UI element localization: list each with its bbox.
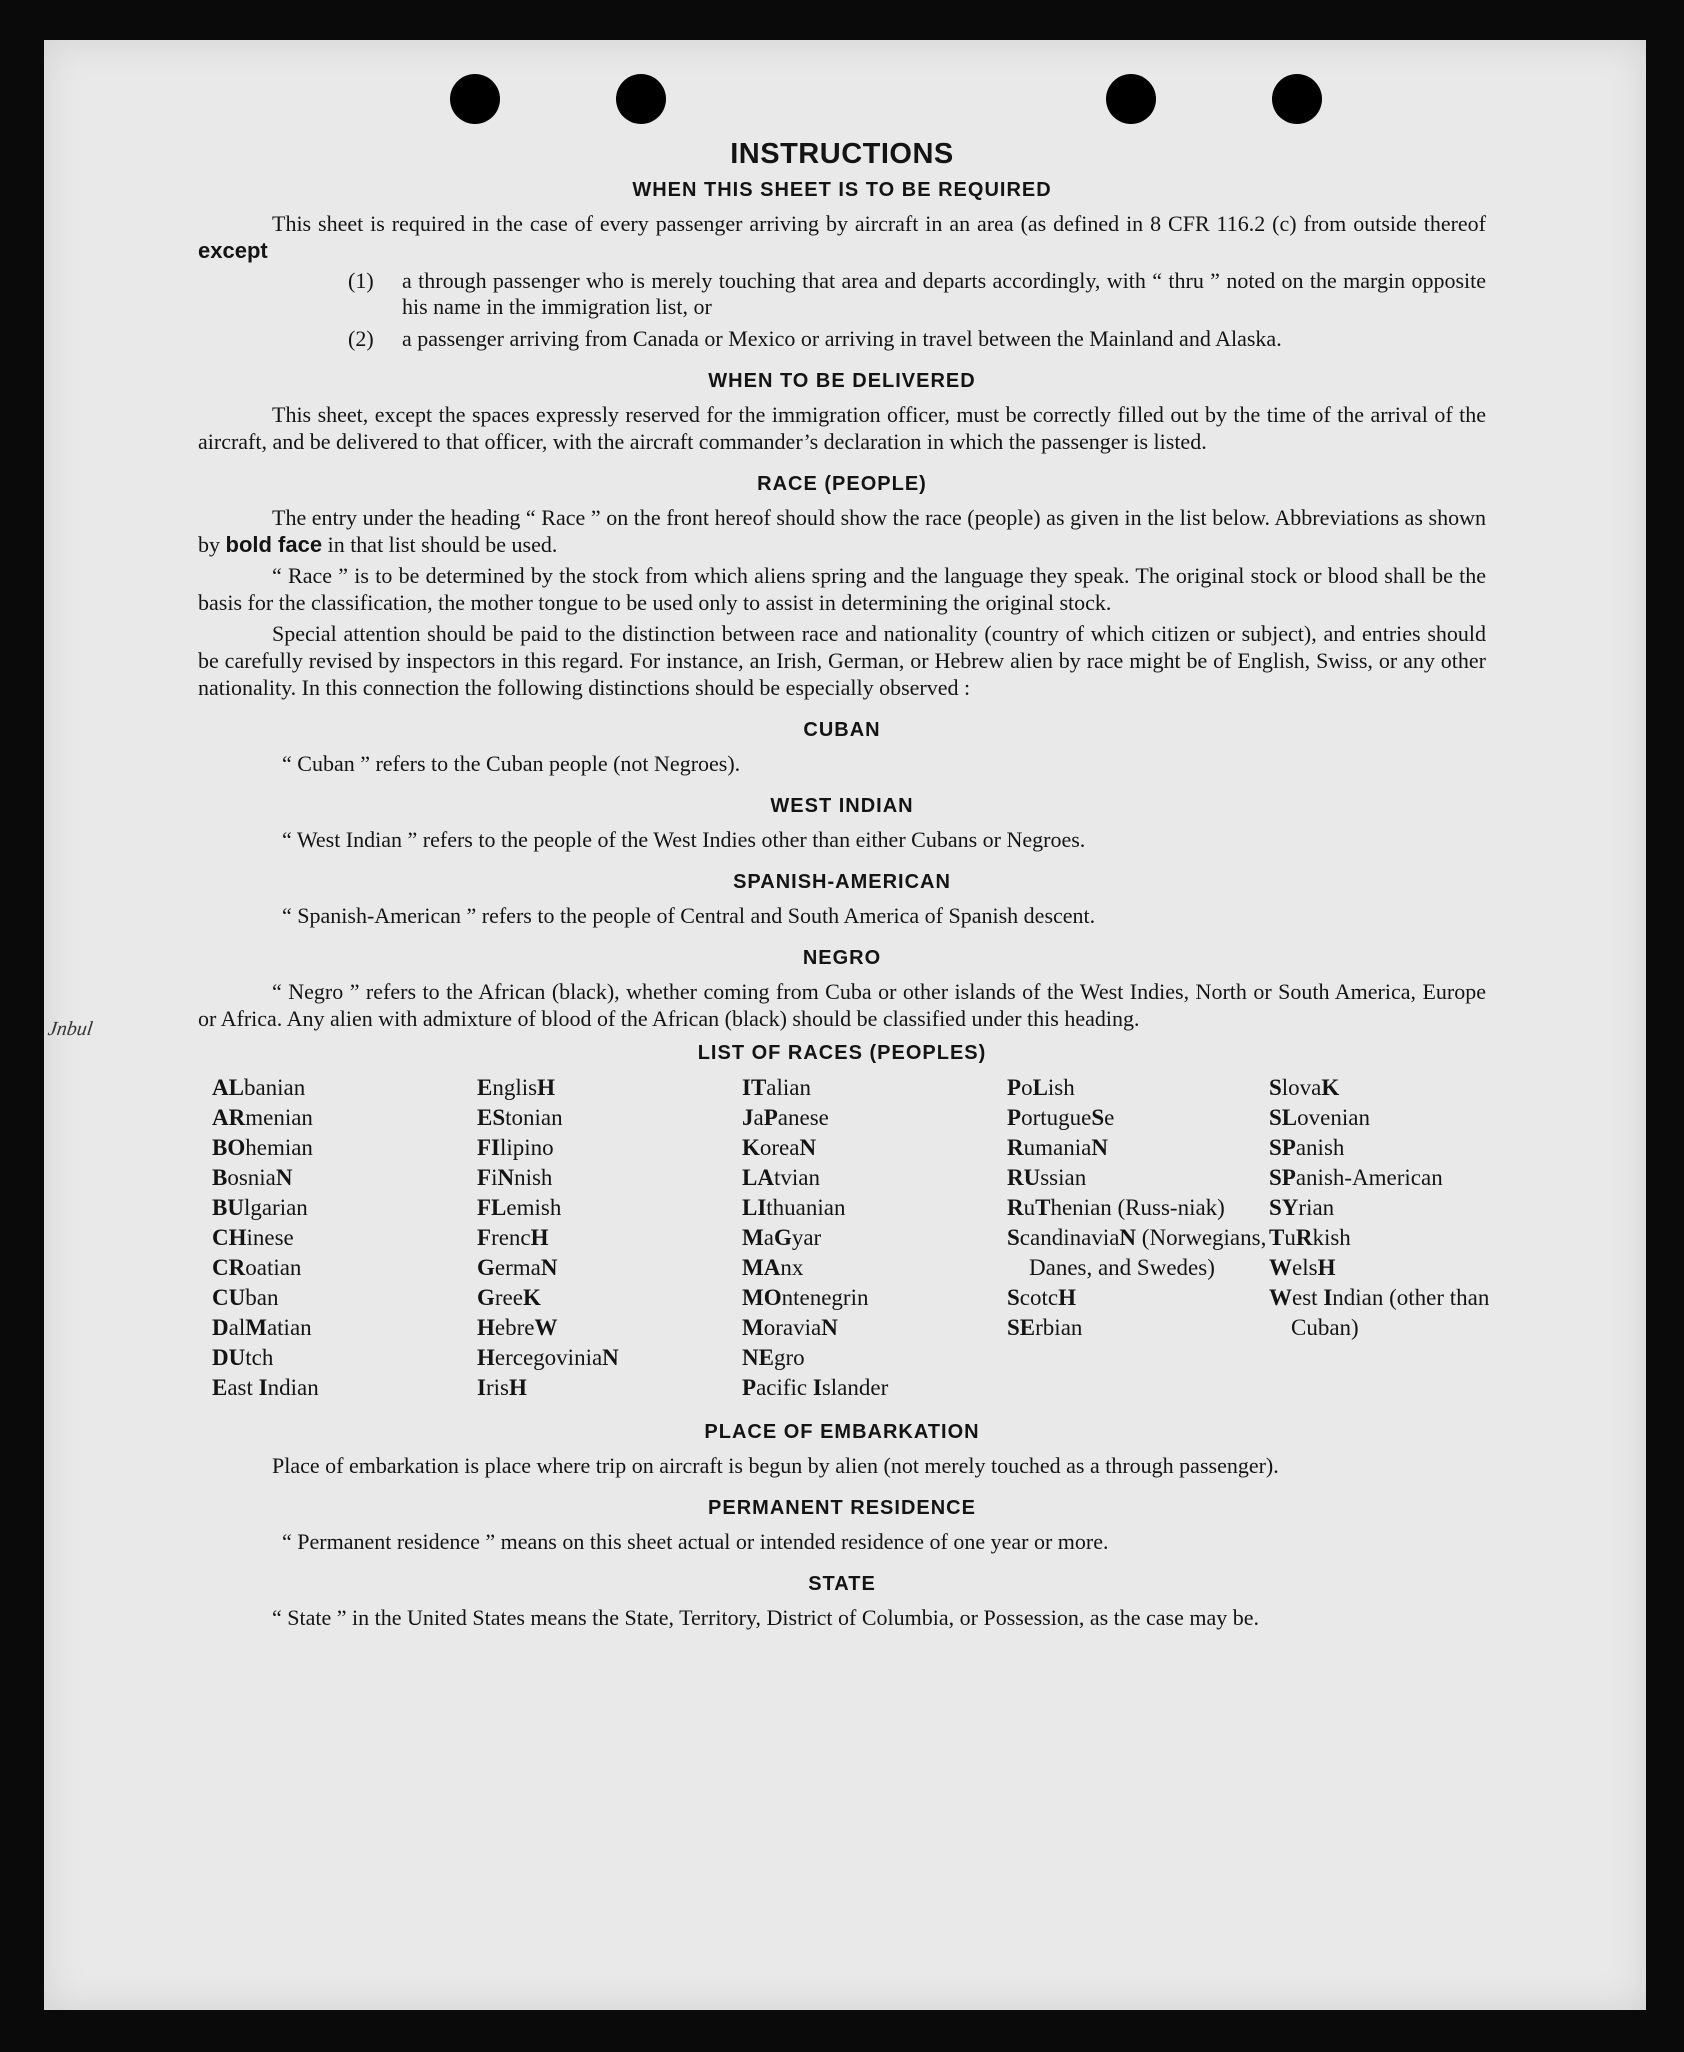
race-abbreviation: H [477,1315,495,1340]
race-abbreviation: G [477,1285,495,1310]
numbered-item [198,326,1486,352]
race-entry [212,1193,477,1223]
race-entry [1269,1253,1500,1283]
race-entry [742,1313,1007,1343]
race-abbreviation: N [1119,1225,1137,1250]
race-abbreviation: MA [742,1255,781,1280]
race-abbreviation: FI [477,1135,500,1160]
race-text: yar [791,1225,822,1250]
race-entry [1269,1133,1500,1163]
race-entry [1269,1073,1500,1103]
race-abbreviation: M [742,1225,764,1250]
margin-handwriting: Jnbul [46,1018,95,1040]
race-entry [477,1373,742,1403]
race-abbreviation: T [1035,1195,1051,1220]
race-entry [742,1163,1007,1193]
race-entry [212,1103,477,1133]
race-entry [477,1103,742,1133]
section-heading-list-of-races: LIST OF RACES (PEOPLES) [697,1042,987,1064]
race-abbreviation: LI [742,1195,767,1220]
race-abbreviation: H [1058,1285,1076,1310]
race-abbreviation: E [477,1075,493,1100]
race-abbreviation: H [1317,1255,1336,1280]
race-abbreviation: T [1269,1225,1285,1250]
item-text: a through passenger who is merely touching that area and departs accordingly, with “ thru ” noted on the margin opposite his name in the immigration list, or [402,268,1486,319]
race-entry [477,1283,742,1313]
paragraph: This sheet, except the spaces expressly reserved for the immigration officer, must be correctly filled out by the time of the arrival of the aircraft, and be delivered to that officer, with the aircraft commander’s declaration in which the passenger is listed. [198,402,1486,454]
race-abbreviation: I [812,1375,822,1400]
race-text: ndian (other than Cuban) [1291,1285,1490,1340]
race-text: banian [243,1075,306,1100]
race-abbreviation: B [212,1165,228,1190]
race-text: thuanian [766,1195,846,1220]
race-entry [1269,1193,1500,1223]
race-entry [212,1133,477,1163]
race-abbreviation: CR [212,1255,246,1280]
race-entry [212,1343,477,1373]
races-column [477,1073,742,1403]
race-entry [1269,1223,1500,1253]
race-text: kish [1312,1225,1351,1250]
race-abbreviation: W [1269,1285,1292,1310]
race-abbreviation: N [497,1165,515,1190]
race-entry [477,1223,742,1253]
section-heading-cuban: CUBAN [803,719,881,741]
race-abbreviation: K [742,1135,760,1160]
race-entry [477,1193,742,1223]
race-abbreviation: L [1032,1075,1048,1100]
race-entry [742,1193,1007,1223]
paragraph: Special attention should be paid to the distinction between race and nationality (country of which citizen or subject), and entries should be carefully revised by inspectors in this regard. For instance, an Irish, German, or Hebrew alien by race might be of English, Swiss, or any other nationality. In this connection the following distinctions should be especially observed : [198,621,1486,700]
race-abbreviation: FL [477,1195,507,1220]
race-text: (Norwegians, Danes, and Swedes) [1029,1225,1267,1280]
race-text: ssian [1040,1165,1087,1190]
race-entry [742,1343,1007,1373]
race-entry [742,1283,1007,1313]
race-text: al [228,1315,246,1340]
punch-hole [616,74,666,124]
punch-hole [450,74,500,124]
race-abbreviation: S [1269,1075,1282,1100]
race-text: lova [1281,1075,1322,1100]
page-title: INSTRUCTIONS [730,138,954,170]
race-text: ban [245,1285,279,1310]
race-entry [212,1163,477,1193]
numbered-item [198,268,1486,320]
paragraph [198,504,1486,558]
race-text: ortugue [1021,1105,1092,1130]
section-heading-spanish-american: SPANISH-AMERICAN [733,871,951,893]
race-entry [477,1253,742,1283]
race-text: menian [245,1105,313,1130]
races-list [212,1073,1490,1403]
races-column [1007,1073,1269,1403]
race-entry [477,1073,742,1103]
race-text: i [491,1165,498,1190]
race-entry [1269,1283,1500,1343]
paragraph: “ Race ” is to be determined by the stock from which aliens spring and the language they speak. The original stock or blood shall be the basis for the classification, the mother tongue to be used only to assist in determining the original stock. [198,563,1486,615]
race-text: cotc [1019,1285,1059,1310]
race-entry [1007,1283,1269,1313]
race-abbreviation: SP [1269,1165,1296,1190]
race-abbreviation: M [742,1315,764,1340]
race-text: ovenian [1297,1105,1370,1130]
race-text: acific [756,1375,813,1400]
race-text: anish [1295,1135,1345,1160]
race-abbreviation: P [742,1375,757,1400]
race-abbreviation: F [477,1165,492,1190]
race-text: candinavia [1019,1225,1120,1250]
race-abbreviation: I [477,1375,486,1400]
race-abbreviation: I [1323,1285,1333,1310]
race-abbreviation: LA [742,1165,774,1190]
section-heading-state: STATE [808,1573,876,1595]
race-text: henian (Russ-niak) [1050,1195,1225,1220]
race-text: umania [1023,1135,1092,1160]
race-abbreviation: N [799,1135,817,1160]
race-text: u [1023,1195,1036,1220]
race-text: o [1021,1075,1033,1100]
item-number: (1) [348,268,374,293]
race-abbreviation: NE [742,1345,774,1370]
race-entry [1007,1313,1269,1343]
race-text: lgarian [243,1195,308,1220]
race-text: tonian [505,1105,563,1130]
race-entry [742,1133,1007,1163]
race-abbreviation: ES [477,1105,506,1130]
paragraph: “ Permanent residence ” means on this sheet actual or intended residence of one year or more. [282,1529,1109,1554]
race-text: erma [494,1255,541,1280]
race-entry [477,1343,742,1373]
race-abbreviation: W [1269,1255,1292,1280]
paragraph: “ Negro ” refers to the African (black), whether coming from Cuba or other islands of the West Indies, North or South America, Europe or Africa. Any alien with admixture of blood of the African (black) should be classified under this heading. [198,979,1486,1031]
race-text: gro [773,1345,805,1370]
race-entry [477,1163,742,1193]
section-heading-when-required: WHEN THIS SHEET IS TO BE REQUIRED [632,179,1052,201]
race-entry [1007,1103,1269,1133]
race-abbreviation: H [508,1375,527,1400]
instructions-body [198,138,1490,1635]
race-abbreviation: N [602,1345,619,1370]
race-text: u [1284,1225,1296,1250]
race-entry [742,1073,1007,1103]
race-entry [212,1073,477,1103]
race-text: a [763,1225,774,1250]
race-entry [477,1313,742,1343]
race-text: rian [1298,1195,1335,1220]
race-abbreviation: G [477,1255,495,1280]
race-abbreviation: W [534,1315,558,1340]
race-text: anish-American [1295,1165,1443,1190]
race-abbreviation: J [742,1105,754,1130]
race-text: nglis [492,1075,538,1100]
races-column [742,1073,1007,1403]
race-abbreviation: N [540,1255,558,1280]
race-text: est [1292,1285,1324,1310]
race-abbreviation: SP [1269,1135,1296,1160]
race-abbreviation: M [245,1315,267,1340]
race-abbreviation: G [773,1225,792,1250]
section-heading-west-indian: WEST INDIAN [770,795,914,817]
race-abbreviation: SL [1269,1105,1298,1130]
race-abbreviation: F [477,1225,492,1250]
race-abbreviation: MO [742,1285,782,1310]
race-text: ndian [267,1375,319,1400]
race-text: hemian [245,1135,313,1160]
race-entry [1007,1223,1269,1283]
emphasis-text: except [198,238,268,263]
race-text: nish [514,1165,553,1190]
race-abbreviation: E [212,1375,228,1400]
race-entry [742,1103,1007,1133]
race-abbreviation: BU [212,1195,244,1220]
race-abbreviation: AR [212,1105,246,1130]
race-text: tvian [773,1165,820,1190]
race-abbreviation: S [1091,1105,1105,1130]
item-number: (2) [348,326,374,351]
race-text: els [1292,1255,1318,1280]
race-text: e [1104,1105,1115,1130]
race-abbreviation: P [1007,1075,1022,1100]
section-heading-race: RACE (PEOPLE) [757,473,927,495]
race-abbreviation: D [212,1315,229,1340]
race-abbreviation: R [1007,1195,1024,1220]
race-abbreviation: RU [1007,1165,1041,1190]
race-abbreviation: CU [212,1285,246,1310]
race-entry [1007,1193,1269,1223]
races-column [212,1073,477,1403]
race-text: ntenegrin [781,1285,869,1310]
race-entry [212,1373,477,1403]
race-abbreviation: S [1007,1225,1020,1250]
race-text: alian [766,1075,811,1100]
race-text: orea [759,1135,800,1160]
race-entry [212,1223,477,1253]
race-text: renc [491,1225,531,1250]
punch-hole [1106,74,1156,124]
race-abbreviation: AL [212,1075,244,1100]
race-abbreviation: K [522,1285,541,1310]
race-entry [477,1133,742,1163]
race-entry [742,1373,1007,1403]
race-entry [212,1283,477,1313]
race-text: osnia [227,1165,276,1190]
race-abbreviation: R [1295,1225,1313,1250]
race-text: tch [245,1345,274,1370]
punch-hole [1272,74,1322,124]
race-abbreviation: BO [212,1135,246,1160]
race-abbreviation: H [537,1075,555,1100]
race-text: atian [266,1315,312,1340]
paragraph: “ Spanish-American ” refers to the people of Central and South America of Spanish descent. [282,903,1096,928]
race-abbreviation: N [1091,1135,1108,1160]
paragraph-text: in that list should be used. [322,532,558,557]
races-column [1269,1073,1500,1403]
race-text: anese [777,1105,829,1130]
race-text: ris [485,1375,509,1400]
race-text: emish [506,1195,562,1220]
item-text: a passenger arriving from Canada or Mexico or arriving in travel between the Mainland and Alaska. [402,326,1282,351]
race-text: ebre [494,1315,535,1340]
paragraph: “ State ” in the United States means the State, Territory, District of Columbia, or Possession, as the case may be. [272,1605,1260,1630]
race-entry [212,1313,477,1343]
race-entry [1007,1133,1269,1163]
race-abbreviation: I [258,1375,268,1400]
paragraph: “ Cuban ” refers to the Cuban people (not Negroes). [282,751,741,776]
race-entry [1269,1163,1500,1193]
race-abbreviation: N [275,1165,293,1190]
race-abbreviation: H [477,1345,495,1370]
section-heading-embarkation: PLACE OF EMBARKATION [704,1421,980,1443]
race-abbreviation: S [1007,1285,1020,1310]
race-text: ish [1047,1075,1075,1100]
race-entry [1007,1163,1269,1193]
race-text: oravia [763,1315,822,1340]
race-abbreviation: DU [212,1345,246,1370]
race-entry [742,1223,1007,1253]
race-abbreviation: P [1007,1105,1022,1130]
race-abbreviation: P [763,1105,778,1130]
race-entry [212,1253,477,1283]
section-heading-when-delivered: WHEN TO BE DELIVERED [708,370,976,392]
race-text: lipino [500,1135,554,1160]
paragraph-text: The entry under the heading “ Race ” on the front hereof should show the race (people) as given in the list below. Abbreviations as shown by [198,505,1486,557]
race-abbreviation: SY [1269,1195,1299,1220]
race-abbreviation: H [530,1225,549,1250]
paragraph: Place of embarkation is place where trip on aircraft is begun by alien (not merely touched as a through passenger). [272,1453,1279,1478]
race-abbreviation: N [821,1315,838,1340]
race-text: ast [227,1375,259,1400]
paragraph-text: This sheet is required in the case of every passenger arriving by aircraft in an area (as defined in 8 CFR 116.2 (c) from outside thereof [272,211,1486,236]
section-heading-permanent-residence: PERMANENT RESIDENCE [708,1497,976,1519]
section-heading-negro: NEGRO [802,947,882,969]
race-text: slander [821,1375,889,1400]
race-entry [742,1253,1007,1283]
race-text: inese [246,1225,294,1250]
emphasis-text: bold face [225,532,323,557]
race-text: rbian [1035,1315,1083,1340]
race-text: a [753,1105,764,1130]
race-abbreviation: R [1007,1135,1024,1160]
race-abbreviation: IT [742,1075,767,1100]
race-abbreviation: K [1321,1075,1340,1100]
race-entry [1007,1073,1269,1103]
race-text: nx [780,1255,804,1280]
race-text: oatian [245,1255,302,1280]
paragraph: “ West Indian ” refers to the people of the West Indies other than either Cubans or Negroes. [282,827,1086,852]
race-abbreviation: SE [1007,1315,1036,1340]
race-text: ree [494,1285,523,1310]
paragraph [198,210,1486,264]
race-entry [1269,1103,1500,1133]
race-abbreviation: CH [212,1225,247,1250]
race-text: ercegovinia [494,1345,603,1370]
